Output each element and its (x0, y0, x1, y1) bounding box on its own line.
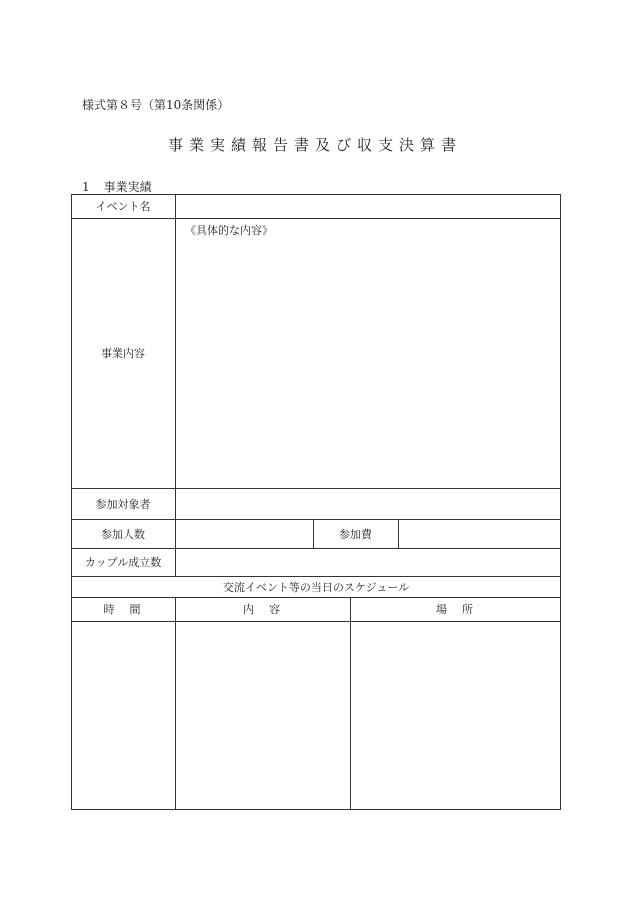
place-header: 場 所 (436, 603, 475, 616)
schedule-content-header: 内 容 (243, 603, 282, 616)
event-name-field[interactable] (176, 195, 560, 218)
section-number: 1 (82, 180, 90, 194)
fee-label: 参加費 (339, 527, 372, 541)
section-label: 事業実績 (103, 180, 152, 194)
form-number: 様式第８号（第10条関係） (82, 98, 230, 112)
couples-label: カップル成立数 (84, 556, 162, 569)
participants-label: 参加人数 (101, 527, 145, 541)
schedule-place-field[interactable] (351, 622, 560, 809)
schedule-time-field[interactable] (72, 622, 175, 809)
content-field[interactable] (176, 236, 560, 488)
content-label: 事業内容 (101, 347, 145, 360)
schedule-heading: 交流イベント等の当日のスケジュール (222, 580, 410, 594)
fee-field[interactable] (399, 520, 560, 548)
participants-field[interactable] (176, 520, 313, 548)
section-heading (82, 178, 152, 195)
schedule-content-field[interactable] (176, 622, 350, 809)
time-header: 時 間 (103, 603, 143, 616)
content-hint: 《具体的な内容》 (185, 224, 273, 237)
document-title: 事業実績報告書及び収支決算書 (167, 136, 462, 154)
target-label: 参加対象者 (95, 497, 151, 511)
event-name-label: イベント名 (95, 200, 151, 213)
couples-field[interactable] (176, 549, 560, 576)
target-field[interactable] (176, 489, 560, 519)
